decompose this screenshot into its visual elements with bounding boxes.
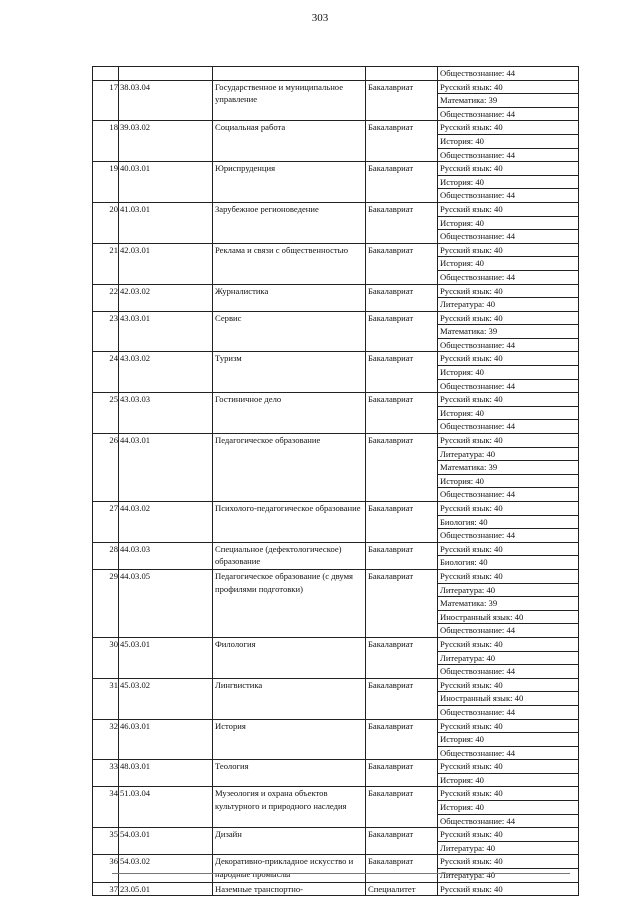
table-row [93,502,579,516]
subject-cell: Обществознание: 44 [438,379,579,393]
program-name-cell: Сервис [213,311,366,352]
row-number-cell: 30 [93,637,119,678]
table-row [93,719,579,733]
subject-cell: Обществознание: 44 [438,270,579,284]
subject-cell: История: 40 [438,257,579,271]
table-row [93,311,579,325]
subject-cell: Обществознание: 44 [438,230,579,244]
table-row [93,434,579,448]
subject-cell: Обществознание: 44 [438,420,579,434]
table-row [93,678,579,692]
table-row [93,243,579,257]
code-cell: 45.03.01 [119,637,213,678]
subject-cell: Русский язык: 40 [438,542,579,556]
subject-cell: Русский язык: 40 [438,393,579,407]
subject-cell: Русский язык: 40 [438,284,579,298]
subject-cell: Биология: 40 [438,556,579,570]
subject-cell: История: 40 [438,175,579,189]
row-number-cell: 28 [93,542,119,569]
code-cell: 43.03.01 [119,311,213,352]
program-name-cell: Педагогическое образование [213,434,366,502]
code-cell: 44.03.05 [119,569,213,637]
program-name-cell: Психолого-педагогическое образование [213,502,366,543]
level-cell: Бакалавриат [366,284,438,311]
subject-cell: Иностранный язык: 40 [438,692,579,706]
table-row [93,67,579,81]
level-cell: Бакалавриат [366,202,438,243]
code-cell: 41.03.01 [119,202,213,243]
subject-cell: Обществознание: 44 [438,488,579,502]
row-number-cell: 20 [93,202,119,243]
row-number-cell: 17 [93,80,119,121]
subject-cell: Русский язык: 40 [438,202,579,216]
subject-cell: Русский язык: 40 [438,502,579,516]
subject-cell: История: 40 [438,474,579,488]
subject-cell: Обществознание: 44 [438,107,579,121]
program-name-cell: Специальное (дефектологическое) образование [213,542,366,569]
code-cell: 42.03.02 [119,284,213,311]
program-name-cell [213,67,366,81]
code-cell: 54.03.02 [119,855,213,882]
subject-cell: История: 40 [438,733,579,747]
code-cell: 45.03.02 [119,678,213,719]
level-cell: Бакалавриат [366,393,438,434]
row-number-cell: 23 [93,311,119,352]
table-row [93,569,579,583]
subject-cell: Биология: 40 [438,515,579,529]
program-name-cell: Теология [213,760,366,787]
row-number-cell: 25 [93,393,119,434]
level-cell: Бакалавриат [366,637,438,678]
row-number-cell: 24 [93,352,119,393]
row-number-cell: 27 [93,502,119,543]
subject-cell: Русский язык: 40 [438,760,579,774]
subject-cell: Литература: 40 [438,651,579,665]
program-name-cell: Туризм [213,352,366,393]
code-cell: 38.03.04 [119,80,213,121]
subject-cell: Литература: 40 [438,869,579,883]
subject-cell: Обществознание: 44 [438,67,579,81]
subject-cell: Обществознание: 44 [438,624,579,638]
code-cell: 51.03.04 [119,787,213,828]
level-cell: Бакалавриат [366,542,438,569]
row-number-cell: 19 [93,162,119,203]
code-cell: 54.03.01 [119,828,213,855]
subject-cell: Литература: 40 [438,841,579,855]
subject-cell: Иностранный язык: 40 [438,610,579,624]
subject-cell: Русский язык: 40 [438,162,579,176]
subject-cell: Русский язык: 40 [438,311,579,325]
subject-cell: Русский язык: 40 [438,637,579,651]
table-row [93,121,579,135]
subject-cell: Математика: 39 [438,597,579,611]
subject-cell: Русский язык: 40 [438,787,579,801]
subject-cell: Русский язык: 40 [438,719,579,733]
subject-cell: Математика: 39 [438,461,579,475]
code-cell: 43.03.03 [119,393,213,434]
row-number-cell: 21 [93,243,119,284]
code-cell: 39.03.02 [119,121,213,162]
code-cell: 23.05.01 [119,882,213,896]
table-row [93,882,579,896]
code-cell [119,67,213,81]
subject-cell: Русский язык: 40 [438,828,579,842]
table-row [93,393,579,407]
row-number-cell [93,67,119,81]
row-number-cell: 31 [93,678,119,719]
table-row [93,352,579,366]
level-cell: Бакалавриат [366,569,438,637]
program-name-cell: Зарубежное регионоведение [213,202,366,243]
subject-cell: Обществознание: 44 [438,529,579,543]
program-name-cell: Социальная работа [213,121,366,162]
row-number-cell: 18 [93,121,119,162]
admissions-table [92,66,579,896]
code-cell: 44.03.01 [119,434,213,502]
level-cell: Бакалавриат [366,678,438,719]
code-cell: 48.03.01 [119,760,213,787]
row-number-cell: 33 [93,760,119,787]
subject-cell: Литература: 40 [438,583,579,597]
program-name-cell: Педагогическое образование (с двумя профилями подготовки) [213,569,366,637]
code-cell: 43.03.02 [119,352,213,393]
subject-cell: Литература: 40 [438,447,579,461]
subject-cell: Русский язык: 40 [438,243,579,257]
code-cell: 46.03.01 [119,719,213,760]
row-number-cell: 37 [93,882,119,896]
subject-cell: Математика: 39 [438,325,579,339]
subject-cell: Обществознание: 44 [438,665,579,679]
code-cell: 44.03.02 [119,502,213,543]
code-cell: 44.03.03 [119,542,213,569]
subject-cell: Обществознание: 44 [438,189,579,203]
program-name-cell: Государственное и муниципальное управление [213,80,366,121]
table-row [93,637,579,651]
program-name-cell: Журналистика [213,284,366,311]
subject-cell: Обществознание: 44 [438,814,579,828]
row-number-cell: 22 [93,284,119,311]
table-row [93,202,579,216]
table-row [93,855,579,869]
program-name-cell: Наземные транспортно- [213,882,366,896]
row-number-cell: 29 [93,569,119,637]
bottom-rule [112,873,570,874]
subject-cell: История: 40 [438,773,579,787]
subject-cell: Русский язык: 40 [438,80,579,94]
program-name-cell: Дизайн [213,828,366,855]
program-name-cell: Музеология и охрана объектов культурного и природного наследия [213,787,366,828]
subject-cell: Русский язык: 40 [438,678,579,692]
subject-cell: Обществознание: 44 [438,338,579,352]
program-name-cell: История [213,719,366,760]
level-cell: Бакалавриат [366,855,438,882]
program-name-cell: Лингвистика [213,678,366,719]
subject-cell: Русский язык: 40 [438,352,579,366]
page-number: 303 [311,12,329,24]
level-cell: Бакалавриат [366,787,438,828]
subject-cell: История: 40 [438,134,579,148]
subject-cell: История: 40 [438,216,579,230]
program-name-cell: Реклама и связи с общественностью [213,243,366,284]
row-number-cell: 36 [93,855,119,882]
level-cell: Бакалавриат [366,760,438,787]
subject-cell: История: 40 [438,366,579,380]
subject-cell: Обществознание: 44 [438,746,579,760]
level-cell: Бакалавриат [366,311,438,352]
subject-cell: Русский язык: 40 [438,569,579,583]
subject-cell: История: 40 [438,801,579,815]
row-number-cell: 32 [93,719,119,760]
program-name-cell: Филология [213,637,366,678]
subject-cell: Русский язык: 40 [438,855,579,869]
level-cell: Бакалавриат [366,80,438,121]
table-row [93,760,579,774]
program-name-cell: Гостиничное дело [213,393,366,434]
table-row [93,284,579,298]
table-row [93,162,579,176]
level-cell: Бакалавриат [366,121,438,162]
subject-cell: Литература: 40 [438,298,579,312]
level-cell: Бакалавриат [366,243,438,284]
level-cell: Бакалавриат [366,352,438,393]
level-cell: Специалитет [366,882,438,896]
table-row [93,828,579,842]
code-cell: 40.03.01 [119,162,213,203]
table-row [93,787,579,801]
level-cell: Бакалавриат [366,828,438,855]
level-cell: Бакалавриат [366,719,438,760]
table-row [93,542,579,556]
row-number-cell: 26 [93,434,119,502]
level-cell [366,67,438,81]
program-name-cell: Юриспруденция [213,162,366,203]
program-name-cell: Декоративно-прикладное искусство и народные промыслы [213,855,366,882]
subject-cell: Русский язык: 40 [438,882,579,896]
subject-cell: История: 40 [438,406,579,420]
subject-cell: Русский язык: 40 [438,434,579,448]
subject-cell: Математика: 39 [438,94,579,108]
table-row [93,80,579,94]
level-cell: Бакалавриат [366,502,438,543]
level-cell: Бакалавриат [366,162,438,203]
subject-cell: Русский язык: 40 [438,121,579,135]
row-number-cell: 34 [93,787,119,828]
code-cell: 42.03.01 [119,243,213,284]
subject-cell: Обществознание: 44 [438,705,579,719]
subject-cell: Обществознание: 44 [438,148,579,162]
level-cell: Бакалавриат [366,434,438,502]
row-number-cell: 35 [93,828,119,855]
